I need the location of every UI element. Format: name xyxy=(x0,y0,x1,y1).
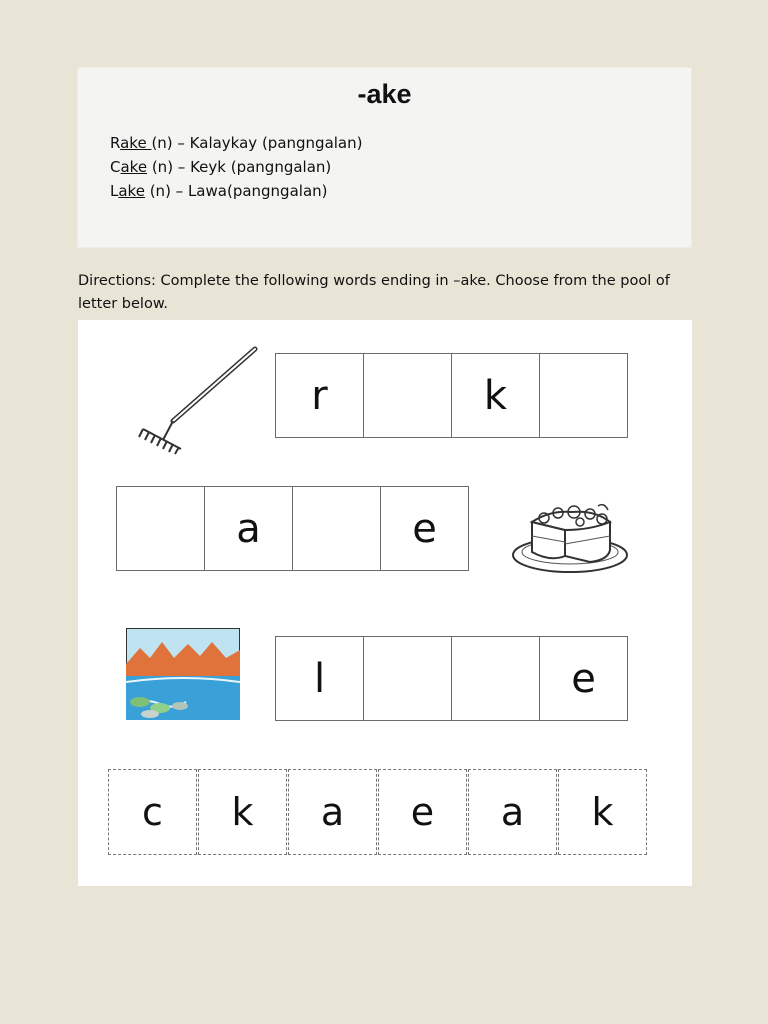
directions-text: Directions: Complete the following words ending in –ake. Choose from the pool of letter below. xyxy=(78,273,670,312)
vocab-cake-ending: ake xyxy=(120,158,148,176)
title-card xyxy=(77,67,692,248)
pool-letter[interactable]: c xyxy=(108,769,197,855)
vocab-rake-definition: (n) – Kalaykay (pangngalan) xyxy=(151,134,363,152)
vocab-cake xyxy=(110,155,362,179)
pool-letter[interactable]: a xyxy=(468,769,557,855)
vocab-lake-initial: L xyxy=(110,182,119,200)
letter-box[interactable] xyxy=(363,636,451,721)
rake-icon xyxy=(123,345,263,455)
letter-box[interactable] xyxy=(539,353,628,438)
vocab-lake xyxy=(110,179,362,203)
letter-box[interactable]: e xyxy=(380,486,469,571)
pool-letter[interactable]: e xyxy=(378,769,467,855)
worksheet xyxy=(78,320,692,886)
letter-box[interactable] xyxy=(451,636,539,721)
cake-icon xyxy=(510,500,632,582)
page-title: -ake xyxy=(357,79,412,109)
lake-icon xyxy=(126,628,240,720)
letter-box[interactable]: l xyxy=(275,636,363,721)
vocab-lake-ending: ake xyxy=(118,182,145,200)
letter-box[interactable] xyxy=(116,486,204,571)
pool-letter[interactable]: k xyxy=(558,769,647,855)
vocab-rake-initial: R xyxy=(110,134,121,152)
letter-box[interactable] xyxy=(363,353,451,438)
pool-letter[interactable]: k xyxy=(198,769,287,855)
letter-pool xyxy=(108,769,648,855)
vocab-cake-definition: (n) – Keyk (pangngalan) xyxy=(147,158,332,176)
letter-box[interactable]: k xyxy=(451,353,539,438)
vocab-cake-initial: C xyxy=(110,158,121,176)
letter-box[interactable] xyxy=(292,486,380,571)
lake-word-boxes xyxy=(275,636,628,721)
cake-word-boxes xyxy=(116,486,469,571)
letter-box[interactable]: e xyxy=(539,636,628,721)
letter-box[interactable]: a xyxy=(204,486,292,571)
vocab-lake-definition: (n) – Lawa(pangngalan) xyxy=(144,182,328,200)
vocab-rake xyxy=(110,131,362,155)
pool-letter[interactable]: a xyxy=(288,769,377,855)
vocab-rake-ending: ake xyxy=(120,134,152,152)
vocab-list xyxy=(110,131,362,203)
rake-word-boxes xyxy=(275,353,628,438)
letter-box[interactable]: r xyxy=(275,353,363,438)
